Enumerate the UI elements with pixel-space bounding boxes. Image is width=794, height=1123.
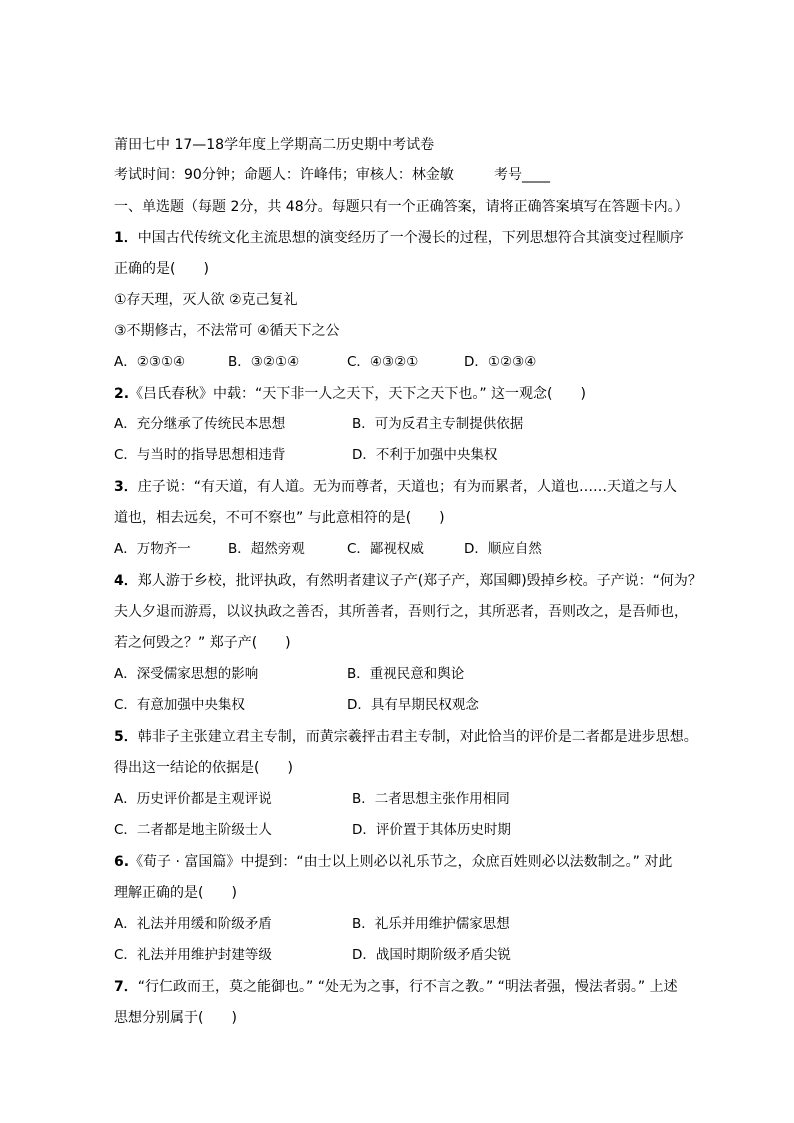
question-2-number: 2. [114,386,130,402]
question-4-option-d: D．具有早期民权观念 [347,697,479,713]
question-2-line-1: 2.《吕氏春秋》中载：“天下非一人之天下，天下之天下也。” 这一观念( ) [114,386,586,402]
question-3-option-a: A．万物齐一 [114,541,191,557]
question-7-line-2: 思想分别属于( ) [114,1010,237,1026]
question-5-option-d: D．评价置于其体历史时期 [352,822,511,838]
question-5-option-c: C．二者都是地主阶级士人 [114,822,272,838]
question-2-option-c: C．与当时的指导思想相违背 [114,447,286,463]
exam-number-label: 考号____ [494,167,550,183]
question-7-number: 7． [114,979,138,995]
question-3-number: 3． [114,479,138,495]
question-4-number: 4． [114,573,138,589]
question-4-line-1: 4．郑人游于乡校，批评执政，有然明者建议子产(郑子产，郑国卿)毁掉乡校。子产说：“何为？ [114,573,702,589]
question-6-option-b: B．礼乐并用维护儒家思想 [352,916,510,932]
question-3-line-2: 道也，相去远矣，不可不察也” 与此意相符的是( ) [114,510,445,526]
question-5-number: 5． [114,729,138,745]
question-3-option-d: D．顺应自然 [464,541,542,557]
question-6-line-2: 理解正确的是( ) [114,885,237,901]
exam-title: 莆田七中 17—18学年度上学期高二历史期中考试卷 [114,137,435,153]
question-2-option-b: B．可为反君主专制提供依据 [352,416,524,432]
question-3-option-c: C．鄙视权威 [347,541,424,557]
question-6-number: 6. [114,854,130,870]
section-title: 一、单选题（每题 2分，共 48分。每题只有一个正确答案，请将正确答案填写在答题卡内。） [114,199,689,215]
question-4-line-2: 夫人夕退而游焉，以议执政之善否，其所善者，吾则行之，其所恶者，吾则改之，是吾师也， [114,604,688,620]
question-6-option-c: C．礼法并用维护封建等级 [114,947,272,963]
question-2-option-a: A．充分继承了传统民本思想 [114,416,286,432]
question-7-line-1: 7．“行仁政而王，莫之能御也。” “处无为之事，行不言之教。” “明法者强，慢法者弱。” 上述 [114,979,678,995]
question-1-option-b: B．③②①④ [228,354,300,370]
question-5-line-1: 5．韩非子主张建立君主专制，而黄宗羲抨击君主专制，对此恰当的评价是二者都是进步思想。 [114,729,698,745]
question-1-option-c: C．④③②① [347,354,419,370]
question-5-option-a: A．历史评价都是主观评说 [114,791,272,807]
question-1-option-d: D．①②③④ [464,354,537,370]
question-4-option-c: C．有意加强中央集权 [114,697,245,713]
question-3-line-1: 3．庄子说：“有天道，有人道。无为而尊者，天道也；有为而累者，人道也……天道之与人 [114,479,678,495]
question-5-option-b: B．二者思想主张作用相同 [352,791,510,807]
question-5-line-2: 得出这一结论的依据是( ) [114,760,293,776]
question-1-line-2: 正确的是( ) [114,261,209,277]
question-4-line-3: 若之何毁之？” 郑子产( ) [114,635,291,651]
question-1-items-1: ①存天理，灭人欲 ②克己复礼 [114,292,298,308]
question-1-items-2: ③不期修古，不法常可 ④循天下之公 [114,323,340,339]
question-1-option-a: A．②③①④ [114,354,186,370]
question-4-option-b: B．重视民意和舆论 [347,666,465,682]
question-1-line-1: 1．中国古代传统文化主流思想的演变经历了一个漫长的过程，下列思想符合其演变过程顺序 [114,230,684,246]
exam-info: 考试时间：90分钟；命题人：许峰伟；审核人：林金敏 [114,167,454,183]
question-1-number: 1． [114,230,138,246]
question-6-line-1: 6.《荀子 · 富国篇》中提到：“由士以上则必以礼乐节之，众庶百姓则必以法数制之。” 对此 [114,854,673,870]
question-4-option-a: A．深受儒家思想的影响 [114,666,259,682]
question-2-option-d: D．不利于加强中央集权 [352,447,498,463]
question-6-option-a: A．礼法并用缓和阶级矛盾 [114,916,272,932]
question-6-option-d: D．战国时期阶级矛盾尖锐 [352,947,511,963]
question-3-option-b: B．超然旁观 [228,541,305,557]
